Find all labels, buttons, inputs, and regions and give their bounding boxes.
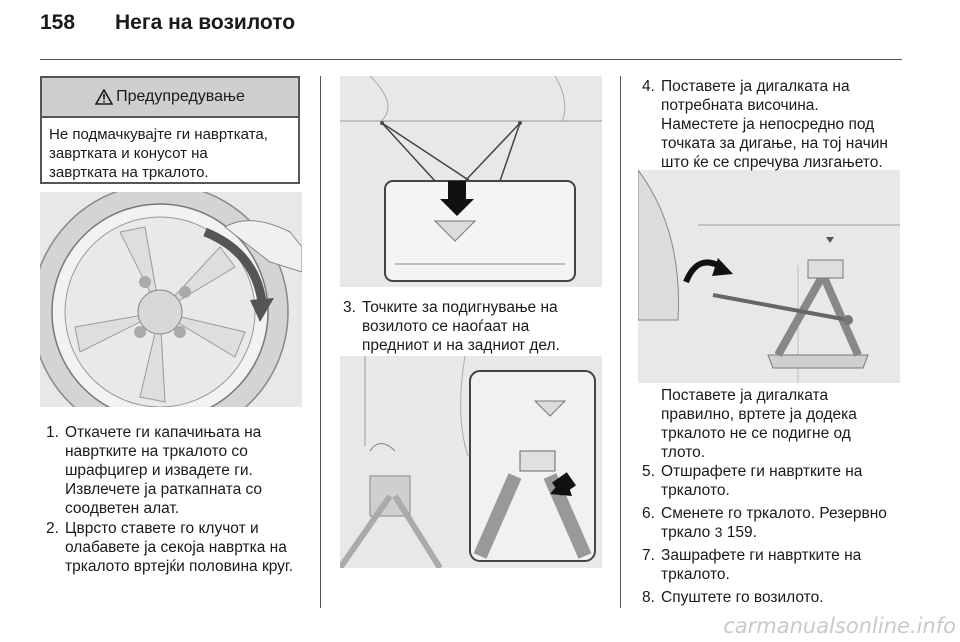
warning-box: [40, 76, 300, 184]
wheel-hubcap-illustration: [40, 192, 302, 407]
step-line: што ќе се спречува лизгањето.: [661, 154, 883, 171]
step-number: 6.: [642, 505, 655, 522]
column-divider: [320, 76, 321, 608]
step-line: Сменете го тркалото. Резервно: [661, 505, 887, 522]
jack-position-illustration: [340, 356, 602, 568]
step-4: [642, 77, 904, 172]
step-4-continuation: [661, 386, 901, 464]
step-line: Извлечете ја раткапната со: [65, 481, 263, 498]
warning-line: завртката и конусот на: [49, 145, 208, 162]
step-line: Поставете ја дигалката: [661, 387, 829, 404]
step-line: Точките за подигнување на: [362, 299, 558, 316]
jacking-points-illustration: [340, 76, 602, 287]
step-line: Спуштете го возилото.: [661, 589, 824, 606]
step-line: Цврсто ставете го клучот и: [65, 520, 259, 537]
step-number: 5.: [642, 463, 655, 480]
step-line: соодветен алат.: [65, 500, 180, 517]
header-rule: [40, 59, 902, 60]
step-line: навртките на тркалото со: [65, 443, 248, 460]
page-reference[interactable]: 159.: [726, 524, 757, 541]
warning-line: Не подмачкувајте ги навртката,: [49, 126, 268, 143]
step-line: потребната височина.: [661, 97, 819, 114]
page-reference-arrow-icon[interactable]: 3: [714, 524, 723, 540]
step-6: [642, 504, 904, 544]
step-line: шрафцигер и извадете ги.: [65, 462, 253, 479]
column-divider: [620, 76, 621, 608]
step-line: Отшрафете ги навртките на: [661, 463, 863, 480]
step-line: Поставете ја дигалката на: [661, 78, 850, 95]
step-line: Зашрафете ги навртките на: [661, 547, 862, 564]
step-line: тркалото не се подигне од: [661, 425, 851, 442]
warning-triangle-icon: [95, 89, 113, 105]
step-line: правилно, вртете ја додека: [661, 406, 857, 423]
warning-text: [42, 118, 298, 189]
step-number: 1.: [46, 424, 59, 441]
watermark: carmanualsonline.info: [723, 614, 956, 638]
step-line: тркалото.: [661, 482, 730, 499]
step-number: 4.: [642, 78, 655, 95]
step-line: тлото.: [661, 444, 706, 461]
step-number: 3.: [343, 299, 356, 316]
step-line: олабавете ја секоја навртка на: [65, 539, 287, 556]
warning-line: завртката на тркалото.: [49, 164, 209, 181]
warning-header: [42, 78, 298, 118]
step-line: предниот и на задниот дел.: [362, 337, 560, 354]
step-line: тркалото вртејќи половина круг.: [65, 558, 293, 575]
page-title: Нега на возилото: [115, 11, 296, 34]
step-number: 2.: [46, 520, 59, 537]
jack-lifting-illustration: [638, 170, 900, 383]
step-1: [46, 423, 316, 518]
step-2: [46, 519, 320, 579]
step-line: возилото се наоѓаат на: [362, 318, 530, 335]
step-3: [343, 298, 603, 358]
step-line: точката за дигање, на тој начин: [661, 135, 888, 152]
step-5: [642, 462, 902, 502]
step-line: тркало 3 159.: [661, 524, 757, 541]
step-line: тркалото.: [661, 566, 730, 583]
step-8: [642, 588, 902, 608]
step-number: 7.: [642, 547, 655, 564]
step-7: [642, 546, 902, 586]
page-number: 158: [40, 11, 76, 34]
step-line: Наместете ја непосредно под: [661, 116, 875, 133]
warning-title: Предупредување: [116, 88, 245, 105]
step-number: 8.: [642, 589, 655, 606]
step-line: Откачете ги капачињата на: [65, 424, 262, 441]
